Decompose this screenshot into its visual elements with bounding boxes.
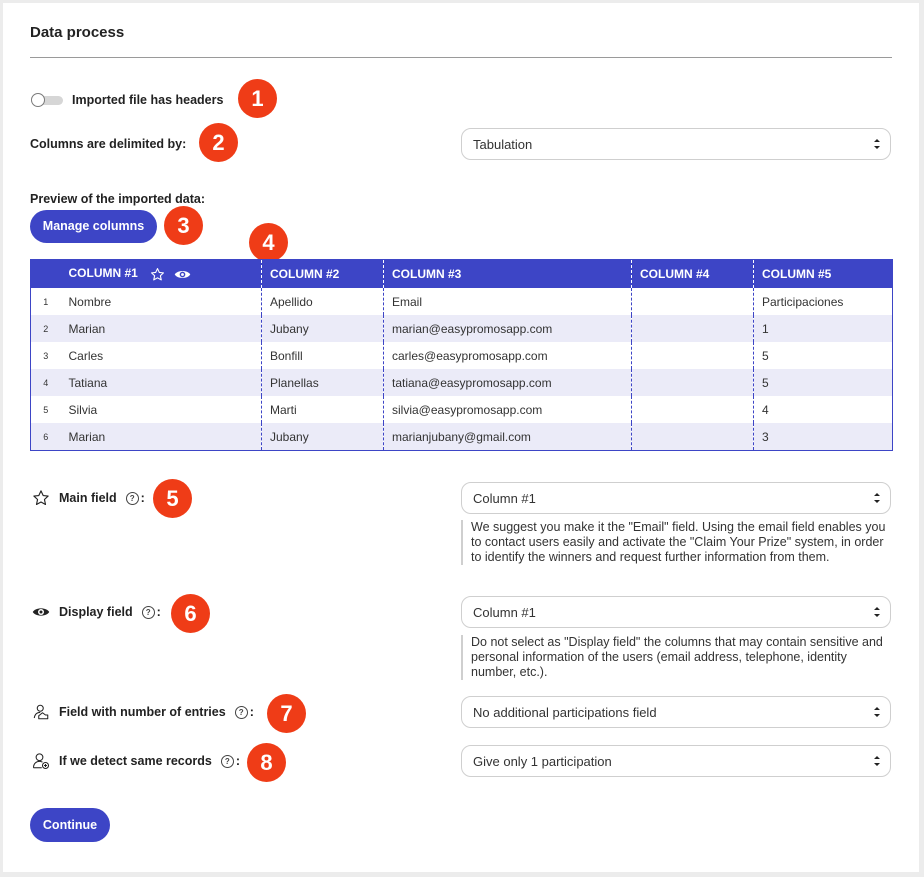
table-row	[31, 396, 893, 423]
help-icon[interactable]: ?	[235, 706, 248, 719]
main-field-select[interactable]	[461, 482, 891, 514]
table-cell: Planellas	[262, 369, 384, 396]
select-arrows-icon	[873, 490, 881, 506]
display-field-select-value: Column #1	[473, 605, 536, 620]
preview-table	[30, 259, 893, 451]
same-records-select-value: Give only 1 participation	[473, 754, 612, 769]
eye-icon	[174, 268, 191, 281]
row-number: 4	[31, 369, 61, 396]
data-process-card	[3, 3, 919, 872]
headers-toggle-label: Imported file has headers	[72, 93, 224, 107]
main-field-row	[32, 489, 145, 507]
star-icon	[150, 267, 165, 282]
column-header-2[interactable]: COLUMN #2	[262, 260, 384, 289]
table-row	[31, 342, 893, 369]
headers-toggle[interactable]	[31, 93, 63, 107]
help-icon[interactable]: ?	[142, 606, 155, 619]
callout-badge-3: 3	[164, 206, 203, 245]
table-cell: Jubany	[262, 315, 384, 342]
row-number: 1	[43, 296, 49, 307]
table-cell: carles@easypromosapp.com	[384, 342, 632, 369]
callout-badge-2: 2	[199, 123, 238, 162]
table-cell: Tatiana	[61, 369, 262, 396]
table-cell: 5	[754, 369, 893, 396]
callout-badge-7: 7	[267, 694, 306, 733]
column-header-5[interactable]: COLUMN #5	[754, 260, 893, 289]
manage-columns-button[interactable]: Manage columns	[30, 210, 157, 243]
table-cell: Marti	[262, 396, 384, 423]
table-cell	[632, 315, 754, 342]
table-cell	[632, 369, 754, 396]
help-icon[interactable]: ?	[221, 755, 234, 768]
select-arrows-icon	[873, 753, 881, 769]
select-arrows-icon	[873, 604, 881, 620]
table-cell: 5	[762, 348, 769, 363]
table-cell: 3	[754, 423, 893, 451]
table-cell: marian@easypromosapp.com	[384, 315, 632, 342]
table-header-row	[31, 260, 893, 289]
user-add-icon	[32, 752, 50, 770]
table-cell: Marian	[61, 423, 262, 451]
colon: :	[249, 705, 254, 719]
title-divider	[30, 57, 892, 58]
main-field-select-value: Column #1	[473, 491, 536, 506]
table-cell: Apellido	[262, 288, 384, 315]
display-field-select[interactable]	[461, 596, 891, 628]
table-cell: Email	[384, 288, 632, 315]
delimiter-select[interactable]	[461, 128, 891, 160]
table-cell: Participaciones	[762, 294, 844, 309]
table-cell	[632, 288, 754, 315]
delimiter-select-value: Tabulation	[473, 137, 533, 152]
table-cell: Carles	[61, 342, 262, 369]
callout-badge-1: 1	[238, 79, 277, 118]
callout-badge-5: 5	[153, 479, 192, 518]
table-cell	[632, 396, 754, 423]
entries-field-row	[32, 703, 254, 721]
main-field-label: Main field	[59, 491, 117, 505]
entries-field-label: Field with number of entries	[59, 705, 226, 719]
page-title: Data process	[30, 24, 125, 41]
row-number: 6	[31, 423, 61, 451]
display-field-label: Display field	[59, 605, 133, 619]
callout-badge-8: 8	[247, 743, 286, 782]
main-field-hint: We suggest you make it the "Email" field. Using the email field enables you to contact users easily and activate the "Claim Your Prize" system, in order to identify the winners and request further information from them.	[461, 520, 893, 565]
row-number: 5	[43, 404, 49, 415]
table-cell: Jubany	[262, 423, 384, 451]
table-cell: 1	[754, 315, 893, 342]
callout-badge-4: 4	[249, 223, 288, 262]
select-arrows-icon	[873, 136, 881, 152]
colon: :	[156, 605, 161, 619]
star-icon	[32, 489, 50, 507]
eye-icon	[32, 603, 50, 621]
preview-label: Preview of the imported data:	[30, 192, 206, 206]
colon: :	[235, 754, 241, 768]
table-row	[31, 288, 893, 315]
row-number-header	[31, 260, 61, 289]
column-header-1[interactable]	[61, 260, 262, 289]
table-cell: Marian	[61, 315, 262, 342]
table-cell	[632, 342, 754, 369]
same-records-select[interactable]	[461, 745, 891, 777]
same-records-row	[32, 752, 240, 770]
same-records-label: If we detect same records	[59, 754, 212, 768]
column-header-3[interactable]: COLUMN #3	[384, 260, 632, 289]
table-cell: Nombre	[61, 288, 262, 315]
colon: :	[140, 491, 145, 505]
help-icon[interactable]: ?	[126, 492, 139, 505]
entries-field-select[interactable]	[461, 696, 891, 728]
select-arrows-icon	[873, 704, 881, 720]
table-cell	[632, 423, 754, 451]
callout-badge-6: 6	[171, 594, 210, 633]
display-field-hint: Do not select as "Display field" the columns that may contain sensitive and personal information of the users (email address, telephone, identity number, etc.).	[461, 635, 893, 680]
table-cell: tatiana@easypromosapp.com	[384, 369, 632, 396]
continue-button[interactable]: Continue	[30, 808, 110, 842]
table-row	[31, 315, 893, 342]
delimiter-label: Columns are delimited by:	[30, 137, 187, 151]
display-field-row	[32, 603, 161, 621]
row-number: 3	[43, 350, 49, 361]
table-cell: 4	[762, 402, 769, 417]
user-hand-icon	[32, 703, 50, 721]
table-cell: Bonfill	[262, 342, 384, 369]
table-row	[31, 369, 893, 396]
column-header-4[interactable]: COLUMN #4	[632, 260, 754, 289]
table-cell: silvia@easypromosapp.com	[384, 396, 632, 423]
row-number: 2	[31, 315, 61, 342]
entries-field-select-value: No additional participations field	[473, 705, 657, 720]
table-cell: Silvia	[61, 396, 262, 423]
table-row	[31, 423, 893, 451]
column-header-label: COLUMN #1	[68, 266, 138, 281]
table-cell: marianjubany@gmail.com	[384, 423, 632, 451]
toggle-knob	[31, 93, 45, 107]
